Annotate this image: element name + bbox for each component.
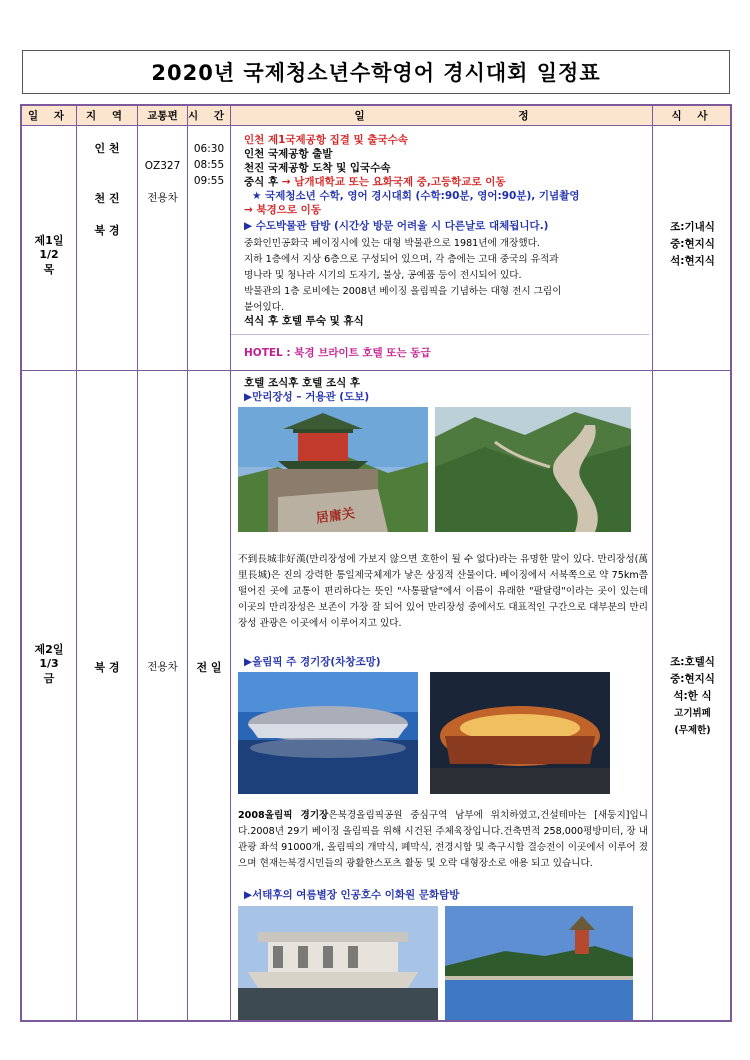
day2-meal-2: 중:현지식: [670, 673, 715, 685]
day1-meal-1: 조:기내식: [670, 221, 715, 233]
birds-nest-photo-1: [238, 672, 418, 794]
day2-time: 전 일: [196, 661, 222, 674]
day1-line-4: [244, 175, 506, 189]
day2-region: 북 경: [94, 661, 120, 674]
day2-meal-4: 고기뷔페: [674, 708, 711, 719]
day1-region-2: 천 진: [94, 192, 120, 205]
header-meal: 식 사: [671, 110, 714, 122]
day1-museum-2: 지하 1층에서 지상 6층으로 구성되어 있으며, 각 층에는 고대 중국의 유적과: [244, 254, 559, 265]
day1-museum-4: 박물관의 1층 로비에는 2008년 베이징 올림픽을 기념하는 대형 전시 그림이: [244, 286, 562, 297]
day1-line-8: ▶ 수도박물관 탐방 (시간상 방문 어려울 시 다른날로 대체됩니다.): [244, 220, 549, 232]
stadium-description-bold: 2008올림픽 경기장: [238, 810, 329, 821]
day1-flight: OZ327: [144, 160, 181, 172]
day2-meals: [653, 654, 732, 739]
day2-meal-5: (무제한): [674, 725, 711, 736]
header-date: 일 자: [28, 110, 70, 122]
juyongguan-photo: [238, 407, 428, 532]
day1-time-3: 09:55: [193, 175, 225, 187]
day1-move-school: → 남개대학교 또는 요화국제 중,고등학교로 이동: [281, 176, 506, 188]
day1-museum-5: 붙어있다.: [244, 302, 285, 313]
day2-bus: 전용차: [147, 661, 178, 673]
summer-palace-photo: [445, 906, 633, 1020]
day1-meal-3: 석:현지식: [670, 255, 715, 267]
schedule-table: [20, 104, 732, 1022]
day1-day: 제1일: [34, 234, 64, 247]
day1-line-3: 천진 국제공항 도착 및 입국수속: [244, 162, 391, 174]
day1-bus: 전용차: [147, 192, 178, 204]
day1-region-3: 북 경: [94, 224, 120, 237]
day1-date-cell: [22, 232, 76, 278]
day2-section-wall: ▶만리장성 – 거용관 (도보): [244, 391, 370, 403]
day1-time-1: 06:30: [193, 143, 225, 155]
day1-line-14: 석식 후 호텔 투숙 및 휴식: [244, 315, 364, 327]
header-schedule: 일 정: [354, 110, 529, 122]
day1-museum-desc: [244, 236, 561, 316]
day2-weekday: 금: [43, 672, 55, 685]
day1-line-6: ★ 국제청소년 수학, 영어 경시대회 (수학:90분, 영어:90분), 기념촬영: [252, 190, 580, 202]
header-time: 시 간: [188, 110, 230, 122]
day1-museum-1: 중화인민공화국 베이징시에 있는 대형 박물관으로 1981년에 개장했다.: [244, 238, 540, 249]
great-wall-description: 不到長城非好漢(만리장성에 가보지 않으면 호한이 될 수 없다)라는 유명한 말이 있다. 만리장성(萬里長城)은 진의 강력한 통일제국체제가 낳은 상징적 산물이다. 베이징에서 서북쪽으로 약 75km쯤 떨어진 곳에 교통이 편리하다는 뜻인 "사통팔달"에서 이름이 유래한 "팔달령"이라는 곳이 있는데 이곳의 만리장성은 보존이 가장 잘 되어 있어 만리장성 중에서도 대표적인 구간으로 대부분의 만리장성 관광은 이곳에서 이루어지고 있다.: [238, 554, 648, 629]
day1-meal-2: 중:현지식: [670, 238, 715, 250]
day1-lunch-text: 중식 후: [244, 176, 279, 188]
page-title: 2020년 국제청소년수학영어 경시대회 일정표: [22, 50, 730, 94]
day1-date: 1/2: [39, 248, 59, 261]
birds-nest-photo-2: [430, 672, 610, 794]
day1-times: [188, 141, 230, 189]
juyongguan-stamp: 居庸关: [315, 506, 356, 527]
day2-date: 1/3: [39, 657, 59, 670]
day1-region-1: 인 천: [94, 142, 120, 155]
day1-museum-3: 명나라 및 청나라 시기의 도자기, 불상, 공예품 등이 전시되어 있다.: [244, 270, 522, 281]
great-wall-photo: [435, 407, 631, 532]
header-region: 지 역: [86, 110, 128, 122]
day1-time-2: 08:55: [193, 159, 225, 171]
stadium-description-text: 은북경올림픽공원 중심구역 남부에 위치하였고,건설테마는 [새둥지]입니다.2008년 29기 베이징 올림픽을 위해 시건된 주체육장입니다.건축면적 258,000평방미터, 장 내 관광 좌석 91000개, 올림픽의 개막식, 폐막식, 전경시합 및 축구시합 결승전이 이곳에서 이루어 졌으며 현재는북경시민들의 광활한스포츠 활동 및 오락 대형장소로 애용 되고 있습니다.: [238, 810, 648, 869]
day1-line-7: → 북경으로 이동: [244, 204, 321, 216]
day1-line-2: 인천 국제공항 출발: [244, 148, 333, 160]
day1-line-1: 인천 제1국제공항 집결 및 출국수속: [244, 134, 408, 146]
day2-section-stadium: ▶올림픽 주 경기장(차창조망): [244, 656, 381, 668]
header-transport: 교통편: [147, 110, 178, 122]
marble-boat-photo: [238, 906, 438, 1020]
day2-intro: 호텔 조식후 호텔 조식 후: [244, 377, 361, 389]
day1-meals: [653, 219, 732, 270]
day2-meal-3: 석:한 식: [673, 690, 712, 702]
stadium-description: [238, 808, 648, 872]
day2-day: 제2일: [34, 643, 64, 656]
day1-hotel: HOTEL : 북경 브라이트 호텔 또는 동급: [244, 347, 431, 359]
day2-date-cell: [22, 641, 76, 687]
day2-meal-1: 조:호텔식: [670, 656, 715, 668]
day1-weekday: 목: [43, 263, 55, 276]
day2-section-summer-palace: ▶서태후의 여름별장 인공호수 이화원 문화탐방: [244, 889, 460, 901]
